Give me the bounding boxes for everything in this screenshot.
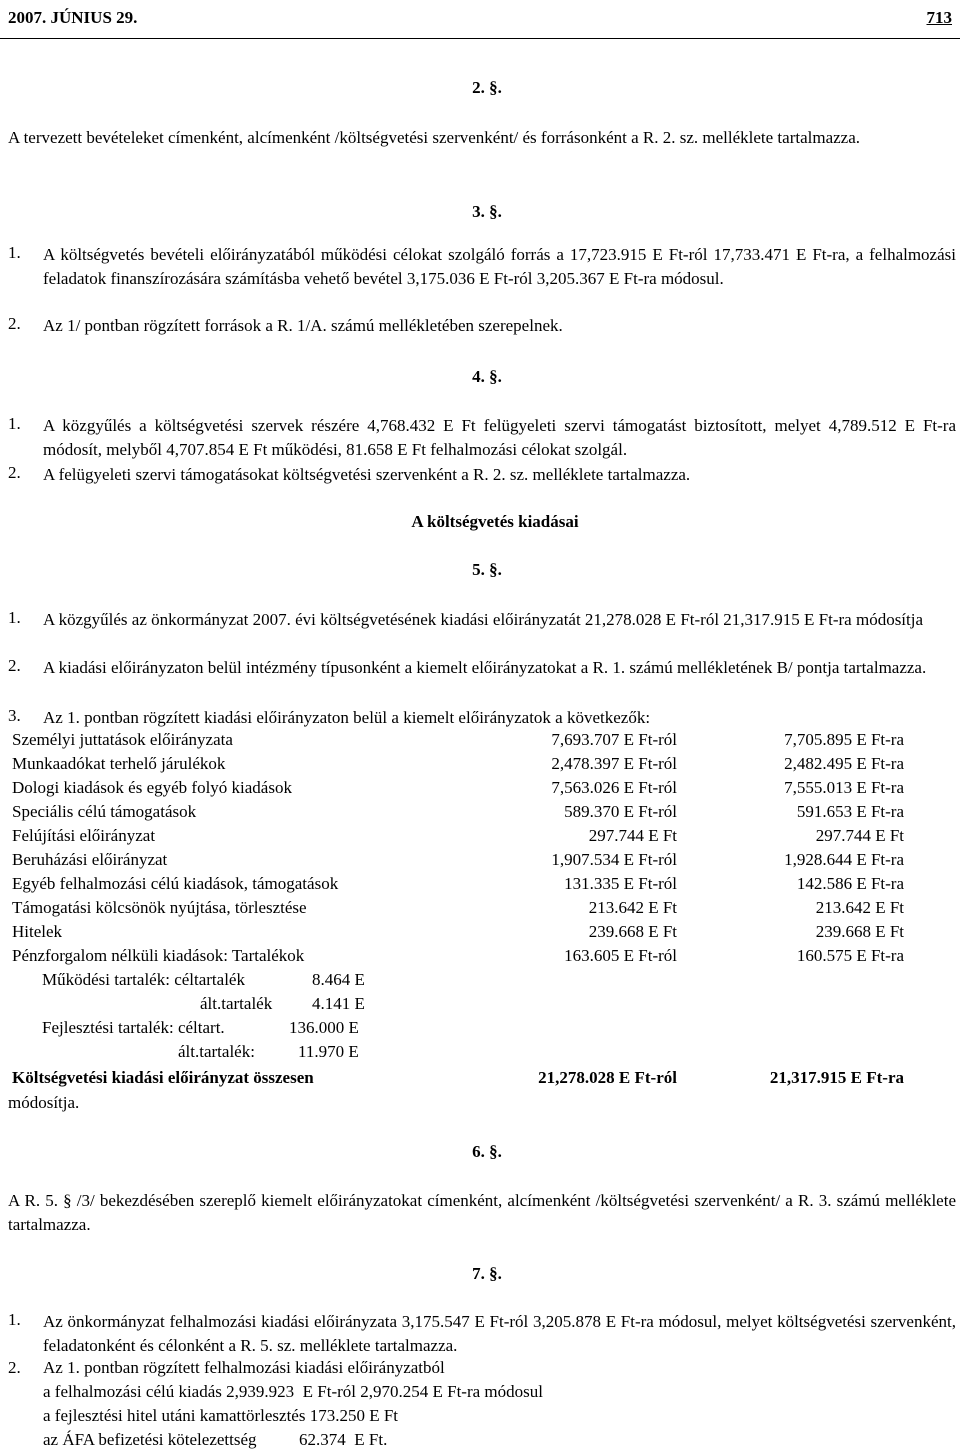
- reserve-label: ált.tartalék: [200, 994, 273, 1013]
- list-number: 1.: [8, 608, 21, 627]
- row-label: Egyéb felhalmozási célú kiadások, támogatások: [12, 874, 339, 893]
- section-6-text: A R. 5. § /3/ bekezdésében szereplő kiemelt előirányzatokat címenként, alcímenként /költségvetési szervenként/ a R. 3. számú melléklete tartalmazza.: [8, 1191, 956, 1234]
- section-2-text: A tervezett bevételeket címenként, alcímenként /költségvetési szervenként/ és forrásonként a R. 2. sz. melléklete tartalmazza.: [8, 128, 861, 147]
- list-number: 2.: [8, 656, 21, 675]
- row-from-value: 2,478.397 E Ft-ról: [551, 754, 677, 773]
- list-item-text: Az 1/ pontban rögzített források a R. 1/A. számú mellékletében szerepelnek.: [43, 316, 563, 335]
- row-to-value: 213.642 E Ft: [815, 898, 904, 917]
- row-label: Támogatási kölcsönök nyújtása, törlesztése: [12, 898, 307, 917]
- table-row: [0, 946, 960, 970]
- table-row: [0, 754, 960, 778]
- row-from-value: 7,693.707 E Ft-ról: [551, 730, 677, 749]
- row-from-value: 1,907.534 E Ft-ról: [551, 850, 677, 869]
- table-row: [0, 850, 960, 874]
- list-number: 1.: [8, 243, 21, 262]
- row-from-value: 213.642 E Ft: [588, 898, 677, 917]
- list-item-text: Az önkormányzat felhalmozási kiadási előirányzata 3,175.547 E Ft-ról 3,205.878 E Ft-ra módosul, melyet költségvetési szervenként, feladatonként és célonként a R. 5. sz. melléklete tartalmazza.: [43, 1312, 956, 1355]
- row-to-value: 1,928.644 E Ft-ra: [784, 850, 904, 869]
- row-label: Személyi juttatások előirányzata: [12, 730, 233, 749]
- total-to-value: 21,317.915 E Ft-ra: [769, 1068, 904, 1087]
- list-item-line: a fejlesztési hitel utáni kamattörlesztés 173.250 E Ft: [43, 1406, 399, 1425]
- table-row: [0, 730, 960, 754]
- list-number: 2.: [8, 1358, 21, 1377]
- row-from-value: 239.668 E Ft: [588, 922, 677, 941]
- row-to-value: 142.586 E Ft-ra: [796, 874, 904, 893]
- list-item-line: a felhalmozási célú kiadás 2,939.923 E Ft-ról 2,970.254 E Ft-ra módosul: [43, 1382, 543, 1401]
- table-row: [0, 778, 960, 802]
- section-heading: A költségvetés kiadásai: [411, 512, 579, 531]
- table-row: [0, 922, 960, 946]
- list-number: 1.: [8, 414, 21, 433]
- section-4-title: 4. §.: [472, 367, 502, 386]
- row-from-value: 7,563.026 E Ft-ról: [551, 778, 677, 797]
- header-rule: [0, 38, 960, 39]
- total-from-value: 21,278.028 E Ft-ról: [538, 1068, 677, 1087]
- table-row: [0, 802, 960, 826]
- row-from-value: 163.605 E Ft-ról: [564, 946, 677, 965]
- list-item-text: A közgyűlés a költségvetési szervek részére 4,768.432 E Ft felügyeleti szervi támogatást biztosított, melyet 4,789.512 E Ft-ra módosít, melyből 4,707.854 E Ft működési, 81.658 E Ft felhalmozási célokat szolgál.: [43, 416, 956, 459]
- row-label: Munkaadókat terhelő járulékok: [12, 754, 226, 773]
- row-label: Pénzforgalom nélküli kiadások: Tartalékok: [12, 946, 305, 965]
- reserve-label: ált.tartalék:: [178, 1042, 255, 1061]
- list-item-text: A közgyűlés az önkormányzat 2007. évi költségvetésének kiadási előirányzatát 21,278.028 E Ft-ról 21,317.915 E Ft-ra módosítja: [43, 610, 924, 629]
- total-label: Költségvetési kiadási előirányzat összesen: [12, 1068, 314, 1087]
- row-label: Hitelek: [12, 922, 63, 941]
- reserve-value: 11.970 E: [298, 1042, 359, 1061]
- row-label: Speciális célú támogatások: [12, 802, 197, 821]
- page-header: [0, 0, 960, 46]
- reserve-label: Fejlesztési tartalék: céltart.: [42, 1018, 225, 1037]
- row-from-value: 297.744 E Ft: [588, 826, 677, 845]
- row-to-value: 591.653 E Ft-ra: [796, 802, 904, 821]
- reserve-value: 4.141 E: [312, 994, 365, 1013]
- section-5-title: 5. §.: [472, 560, 502, 579]
- row-label: Felújítási előirányzat: [12, 826, 156, 845]
- list-number: 2.: [8, 463, 21, 482]
- total-tail: módosítja.: [8, 1093, 80, 1112]
- section-6-title: 6. §.: [472, 1142, 502, 1161]
- list-item-text: A költségvetés bevételi előirányzatából működési célokat szolgáló forrás a 17,723.915 E Ft-ról 17,733.471 E Ft-ra, a felhalmozási feladatok finanszírozására számításba vehető bevétel 3,175.036 E Ft-ról 3,205.367 E Ft-ra módosul.: [43, 245, 956, 288]
- table-row: [0, 874, 960, 898]
- row-to-value: 7,555.013 E Ft-ra: [784, 778, 904, 797]
- section-3-title: 3. §.: [472, 202, 502, 221]
- reserve-value: 136.000 E: [289, 1018, 359, 1037]
- header-date: 2007. JÚNIUS 29.: [8, 8, 138, 27]
- section-2-title: 2. §.: [472, 78, 502, 97]
- reserve-label: Működési tartalék: céltartalék: [42, 970, 245, 989]
- total-row: [0, 1068, 960, 1092]
- row-to-value: 7,705.895 E Ft-ra: [784, 730, 904, 749]
- row-label: Beruházási előirányzat: [12, 850, 168, 869]
- list-item-text: A felügyeleti szervi támogatásokat költségvetési szervenként a R. 2. sz. melléklete tartalmazza.: [43, 465, 691, 484]
- row-from-value: 589.370 E Ft-ról: [564, 802, 677, 821]
- row-to-value: 2,482.495 E Ft-ra: [784, 754, 904, 773]
- row-label: Dologi kiadások és egyéb folyó kiadások: [12, 778, 292, 797]
- list-item-text: Az 1. pontban rögzített kiadási előirányzaton belül a kiemelt előirányzatok a következők:: [43, 708, 651, 727]
- list-number: 2.: [8, 314, 21, 333]
- list-number: 3.: [8, 706, 21, 725]
- row-to-value: 239.668 E Ft: [815, 922, 904, 941]
- row-to-value: 160.575 E Ft-ra: [796, 946, 904, 965]
- list-item-line: az ÁFA befizetési kötelezettség 62.374 E Ft.: [43, 1430, 388, 1449]
- list-number: 1.: [8, 1310, 21, 1329]
- list-item-text: A kiadási előirányzaton belül intézmény típusonként a kiemelt előirányzatokat a R. 1. számú mellékletének B/ pontja tartalmazza.: [43, 658, 927, 677]
- table-row: [0, 898, 960, 922]
- reserve-value: 8.464 E: [312, 970, 365, 989]
- row-to-value: 297.744 E Ft: [815, 826, 904, 845]
- table-row: [0, 826, 960, 850]
- row-from-value: 131.335 E Ft-ról: [564, 874, 677, 893]
- section-7-title: 7. §.: [472, 1264, 502, 1283]
- page-number: 713: [926, 8, 952, 27]
- list-item-line: Az 1. pontban rögzített felhalmozási kiadási előirányzatból: [43, 1358, 445, 1377]
